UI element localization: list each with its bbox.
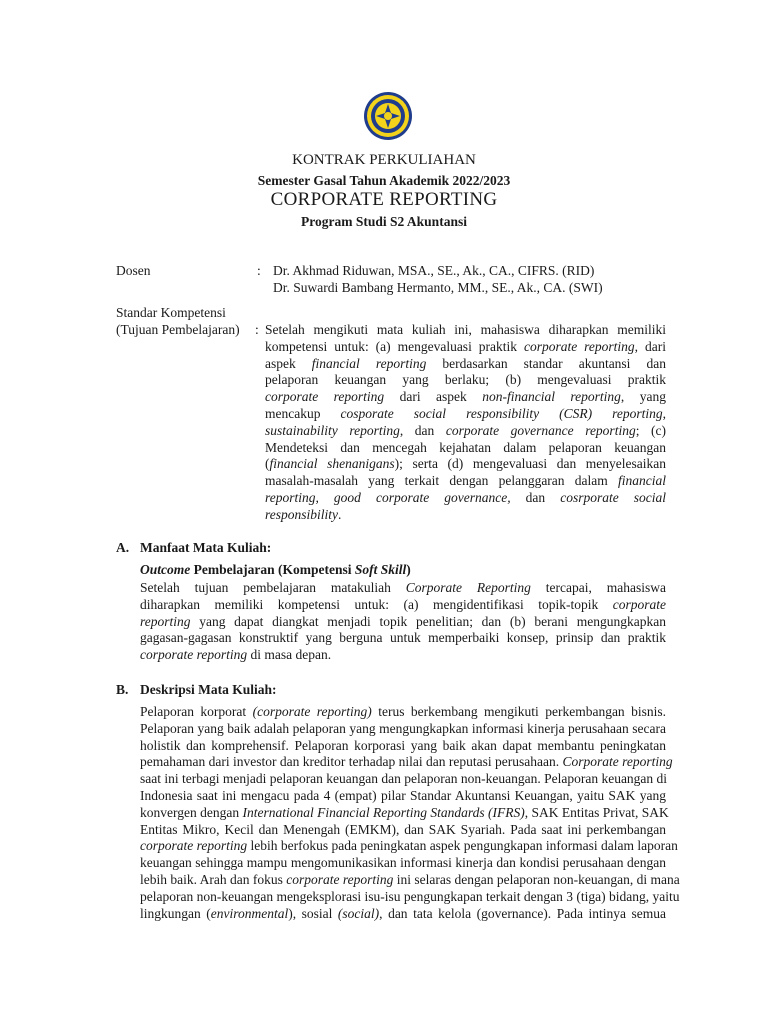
university-logo-icon: [363, 91, 413, 141]
section-a-title: Manfaat Mata Kuliah:: [140, 540, 272, 555]
subtitle-middle: Pembelajaran (Kompetensi: [190, 562, 355, 577]
standar-paragraph: Setelah mengikuti mata kuliah ini, mahasiswa diharapkan memiliki kompetensi untuk: (a) mengevaluasi praktik corporate reporting, dari aspek financial reporting berdasarkan standar akuntansi dan pelaporan keuangan yang berlaku; (b) mengevaluasi praktik corporate reporting dari aspek non-financial reporting, yang mencakup cosporate social responsibility (CSR) reporting, sustainability reporting, dan corporate governance reporting; (c) Mendeteksi dan mencegah kejahatan dalam pelaporan keuangan (financial shenanigans); serta (d) mengevaluasi dan menyelesaikan masalah-masalah yang terkait dengan pelanggaran dalam financial reporting, good corporate governance, dan cosrporate social responsibility.: [265, 322, 667, 522]
program-line: Program Studi S2 Akuntansi: [301, 214, 467, 229]
standar-label: Standar Kompetensi: [116, 305, 226, 320]
soft-skill-word: Soft Skill: [354, 562, 407, 577]
section-b-paragraph: Pelaporan korporat (corporate reporting) terus berkembang mengikuti perkembangan bisnis. Pelaporan yang baik adalah pelaporan yang mengungkapkan informasi kinerja perusahaan secara holistik dan komprehensif. Pelaporan korporasi yang baik akan dapat membantu peningkatan pemahaman dari investor dan kreditor terhadap nilai dan reputasi perusahaan. Corporate reporting saat ini terbagi menjadi pelaporan keuangan dan pelaporan non-keuangan. Pelaporan keuangan di Indonesia saat ini mengacu pada 4 (empat) pilar Standar Akuntansi Keuangan, yaitu SAK yang konvergen dengan International Financial Reporting Standards (IFRS), SAK Entitas Privat, SAK Entitas Mikro, Kecil dan Menengah (EMKM), dan SAK Syariah. Pada saat ini perkembangan corporate reporting lebih berfokus pada peningkatan aspek pengungkapan informasi dalam laporan keuangan sehingga mampu mengomunikasikan informasi kinerja dan kondisi perusahaan dengan lebih baik. Arah dan fokus corporate reporting ini selaras dengan pelaporan non-keuangan, di mana pelaporan non-keuangan mengeksplorasi isu-isu pengungkapan terkait dengan 3 (tiga) bidang, yaitu lingkungan (environmental), sosial (social), dan tata kelola (governance). Pada intinya semua: [140, 704, 680, 921]
subtitle-end: ): [406, 562, 411, 577]
dosen-colon: :: [257, 263, 261, 278]
tujuan-label: (Tujuan Pembelajaran): [116, 322, 240, 337]
lecturer-1: Dr. Akhmad Riduwan, MSA., SE., Ak., CA., CIFRS. (RID): [273, 263, 595, 278]
semester-line: Semester Gasal Tahun Akademik 2022/2023: [257, 173, 511, 188]
section-b-title: Deskripsi Mata Kuliah:: [140, 682, 277, 697]
lecturer-2: Dr. Suwardi Bambang Hermanto, MM., SE., Ak., CA. (SWI): [273, 280, 603, 295]
section-b-letter: B.: [116, 682, 129, 697]
section-a-paragraph: Setelah tujuan pembelajaran matakuliah Corporate Reporting tercapai, mahasiswa diharapkan memiliki kompetensi untuk: (a) mengidentifikasi topik-topik corporate reporting yang dapat diangkat menjadi topik penelitian; dan (b) berani mengungkapkan gagasan-gagasan konstruktif yang berguna untuk memperbaiki konsep, prinsip dan praktik corporate reporting di masa depan.: [140, 580, 667, 663]
outcome-word: Outcome: [140, 562, 191, 577]
dosen-label: Dosen: [116, 263, 151, 278]
section-a-subtitle: [140, 562, 411, 578]
standar-colon: :: [255, 322, 259, 337]
section-a-letter: A.: [116, 540, 130, 555]
course-title: CORPORATE REPORTING: [270, 189, 498, 210]
document-title: KONTRAK PERKULIAHAN: [292, 152, 476, 168]
